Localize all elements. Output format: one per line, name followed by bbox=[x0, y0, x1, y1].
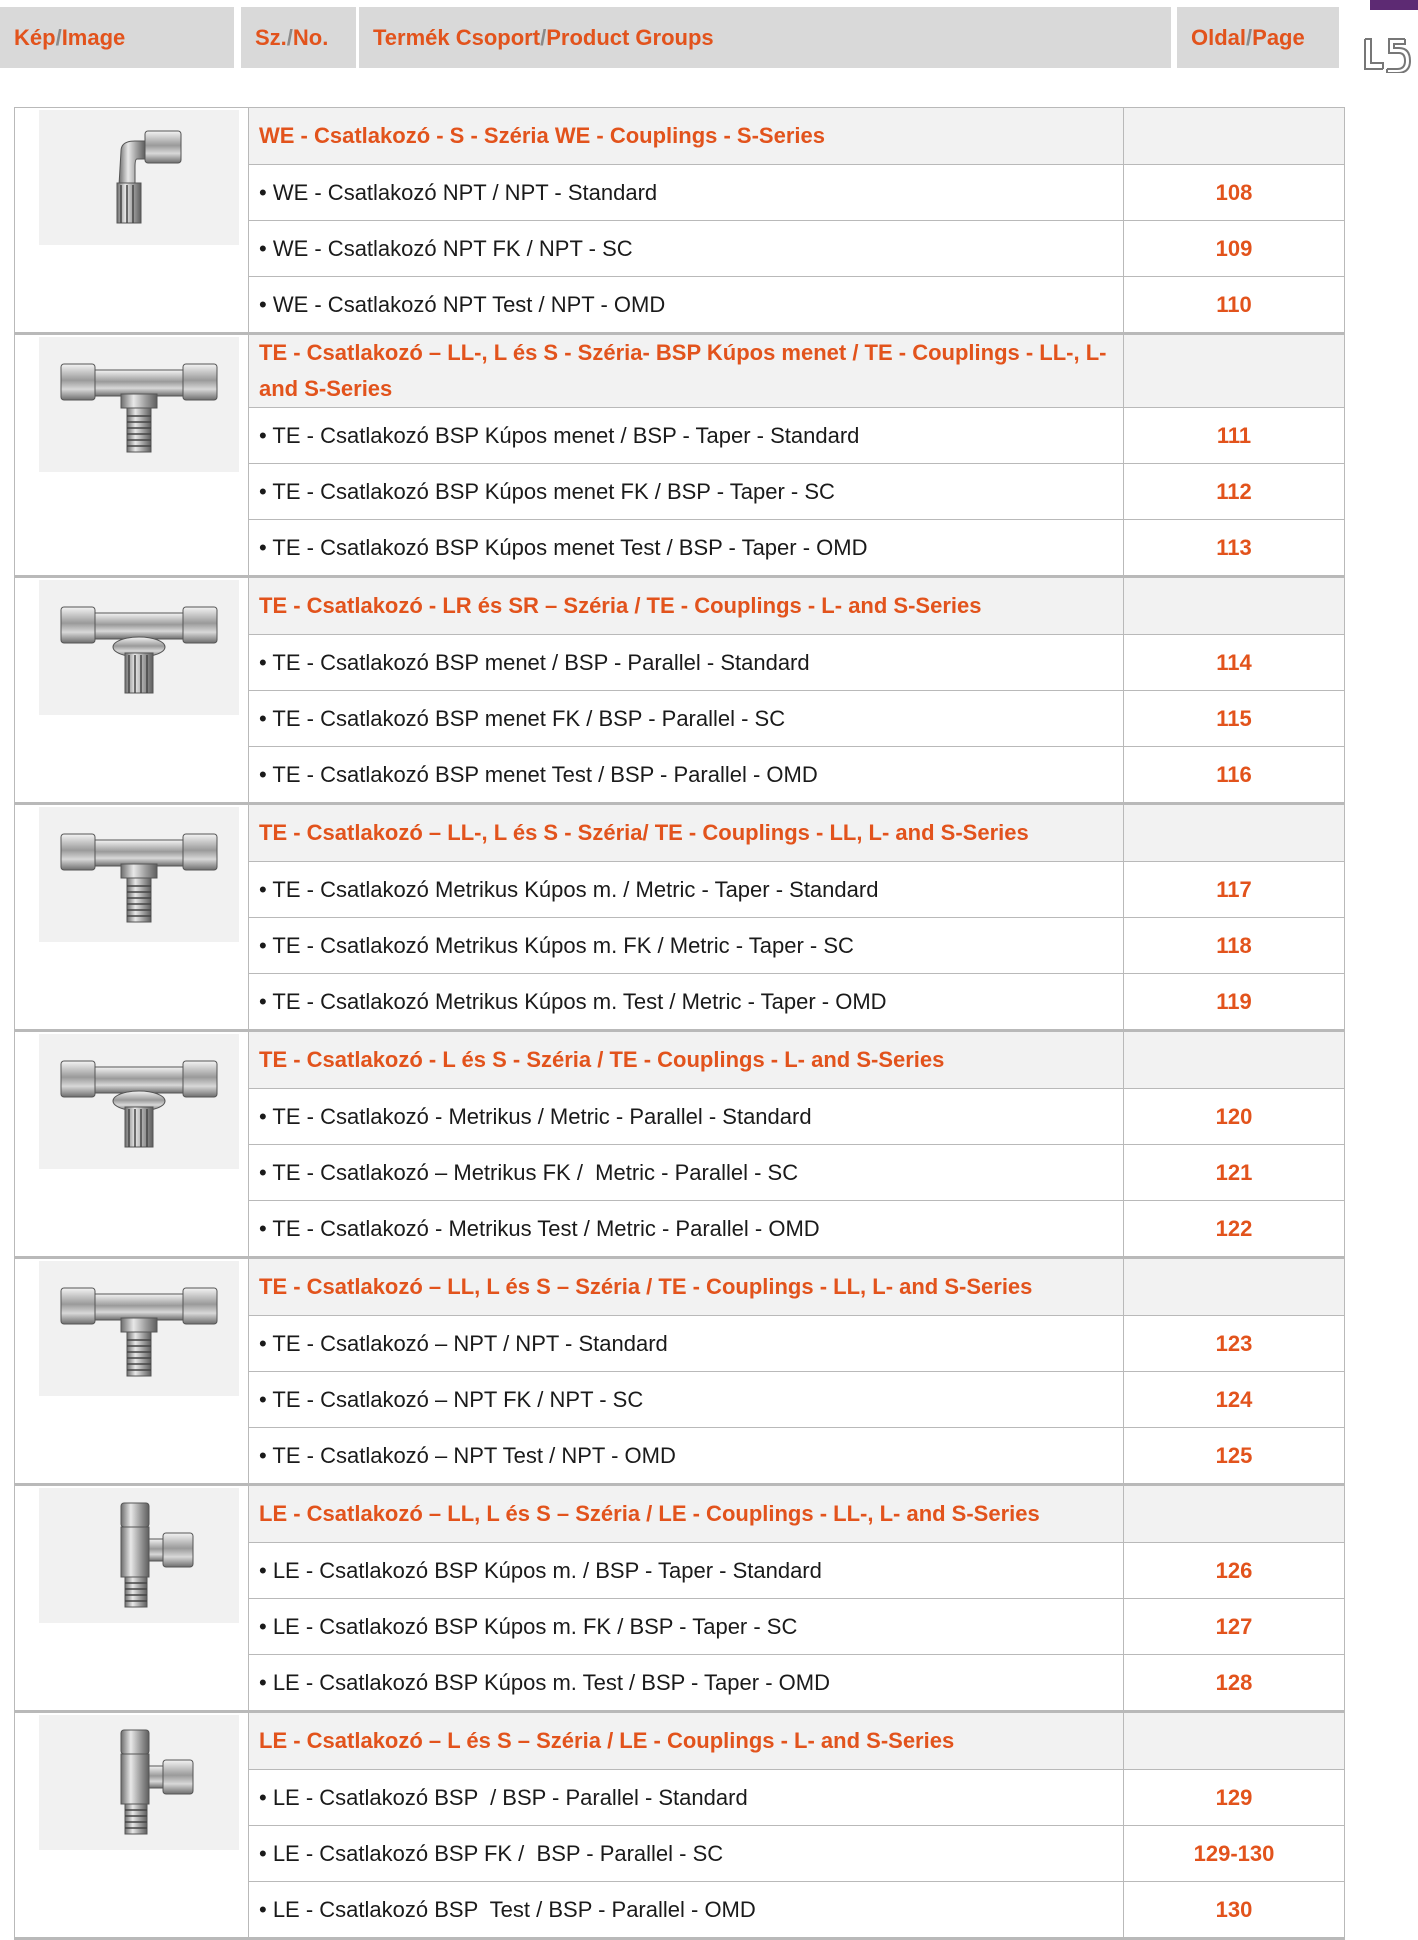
product-group bbox=[15, 575, 1344, 802]
item-label: • TE - Csatlakozó – NPT / NPT - Standard bbox=[249, 1316, 1124, 1371]
item-page-link[interactable]: 129 bbox=[1215, 1784, 1253, 1810]
tee-fitting-parallel-icon bbox=[39, 580, 239, 715]
table-row bbox=[249, 862, 1344, 918]
product-group bbox=[15, 1710, 1344, 1937]
item-label: • TE - Csatlakozó - Metrikus / Metric - Parallel - Standard bbox=[249, 1089, 1124, 1144]
item-page-link[interactable]: 109 bbox=[1215, 235, 1253, 261]
tee-fitting-parallel-icon bbox=[39, 1034, 239, 1169]
item-page-link[interactable]: 115 bbox=[1216, 705, 1252, 731]
product-group bbox=[15, 332, 1344, 575]
side-tee-fitting-parallel-icon bbox=[39, 1715, 239, 1850]
product-group bbox=[15, 1483, 1344, 1710]
item-page-link[interactable]: 121 bbox=[1215, 1159, 1253, 1185]
table-row bbox=[249, 918, 1344, 974]
header-no-sep: / bbox=[286, 24, 293, 50]
group-title: LE - Csatlakozó – LL, L és S – Széria / LE - Couplings - LL-, L- and S-Series bbox=[249, 1486, 1124, 1542]
item-label: • LE - Csatlakozó BSP Test / BSP - Parallel - OMD bbox=[249, 1882, 1124, 1937]
header-page-sep: / bbox=[1246, 24, 1253, 50]
item-label: • WE - Csatlakozó NPT FK / NPT - SC bbox=[249, 221, 1124, 276]
item-label: • LE - Csatlakozó BSP Kúpos m. / BSP - Taper - Standard bbox=[249, 1543, 1124, 1598]
group-title: TE - Csatlakozó – LL-, L és S - Széria- BSP Kúpos menet / TE - Couplings - LL-, L- and S-Series bbox=[249, 335, 1124, 407]
table-row bbox=[249, 165, 1344, 221]
product-image-cell bbox=[15, 1032, 249, 1256]
group-title-row bbox=[249, 805, 1344, 862]
item-label: • TE - Csatlakozó - Metrikus Test / Metric - Parallel - OMD bbox=[249, 1201, 1124, 1256]
item-page-link[interactable]: 119 bbox=[1216, 988, 1252, 1014]
item-page-link[interactable]: 130 bbox=[1215, 1896, 1253, 1922]
header-group-column bbox=[356, 7, 1171, 68]
item-label: • TE - Csatlakozó – NPT Test / NPT - OMD bbox=[249, 1428, 1124, 1483]
table-row bbox=[249, 1428, 1344, 1483]
header-number-column bbox=[241, 7, 356, 68]
item-label: • TE - Csatlakozó BSP menet / BSP - Parallel - Standard bbox=[249, 635, 1124, 690]
tee-fitting-taper-icon bbox=[39, 1261, 239, 1396]
group-title: LE - Csatlakozó – L és S – Széria / LE - Couplings - L- and S-Series bbox=[249, 1713, 1124, 1769]
group-title-row bbox=[249, 578, 1344, 635]
chapter-tab-bar bbox=[1370, 0, 1418, 10]
product-group bbox=[15, 802, 1344, 1029]
group-title: TE - Csatlakozó – LL, L és S – Széria / TE - Couplings - LL, L- and S-Series bbox=[249, 1259, 1124, 1315]
header-image-hu: Kép bbox=[14, 24, 56, 50]
table-row bbox=[249, 408, 1344, 464]
side-tee-fitting-taper-icon bbox=[39, 1488, 239, 1623]
item-label: • WE - Csatlakozó NPT / NPT - Standard bbox=[249, 165, 1124, 220]
item-page-link[interactable]: 117 bbox=[1216, 876, 1252, 902]
product-image-cell bbox=[15, 805, 249, 1029]
item-page-link[interactable]: 124 bbox=[1215, 1386, 1253, 1412]
item-label: • TE - Csatlakozó BSP menet Test / BSP - Parallel - OMD bbox=[249, 747, 1124, 802]
item-page-link[interactable]: 116 bbox=[1216, 761, 1252, 787]
group-title-row bbox=[249, 1486, 1344, 1543]
header-page-hu: Oldal bbox=[1191, 24, 1247, 50]
item-page-link[interactable]: 111 bbox=[1216, 422, 1252, 448]
table-row bbox=[249, 1372, 1344, 1428]
tee-fitting-taper-icon bbox=[39, 337, 239, 472]
header-group-sep: / bbox=[540, 24, 547, 50]
item-label: • TE - Csatlakozó BSP Kúpos menet Test / BSP - Taper - OMD bbox=[249, 520, 1124, 575]
group-title-page-cell bbox=[1124, 1713, 1344, 1769]
table-row bbox=[249, 1826, 1344, 1882]
item-page-link[interactable]: 113 bbox=[1216, 534, 1252, 560]
product-group bbox=[15, 1256, 1344, 1483]
header-group-hu: Termék Csoport bbox=[373, 24, 541, 50]
table-row bbox=[249, 1201, 1344, 1256]
item-page-link[interactable]: 114 bbox=[1216, 649, 1252, 675]
product-group bbox=[15, 107, 1344, 332]
group-title: TE - Csatlakozó – LL-, L és S - Széria/ TE - Couplings - LL, L- and S-Series bbox=[249, 805, 1124, 861]
group-title: TE - Csatlakozó - L és S - Széria / TE - Couplings - L- and S-Series bbox=[249, 1032, 1124, 1088]
item-page-link[interactable]: 126 bbox=[1215, 1557, 1253, 1583]
item-page-link[interactable]: 110 bbox=[1216, 291, 1252, 317]
table-row bbox=[249, 1770, 1344, 1826]
item-label: • WE - Csatlakozó NPT Test / NPT - OMD bbox=[249, 277, 1124, 332]
product-image-cell bbox=[15, 108, 249, 332]
product-image-cell bbox=[15, 1713, 249, 1937]
group-title: WE - Csatlakozó - S - Széria WE - Couplings - S-Series bbox=[249, 108, 1124, 164]
item-page-link[interactable]: 120 bbox=[1215, 1103, 1253, 1129]
group-title-page-cell bbox=[1124, 108, 1344, 164]
table-row bbox=[249, 1543, 1344, 1599]
item-page-link[interactable]: 127 bbox=[1215, 1613, 1253, 1639]
table-row bbox=[249, 747, 1344, 802]
product-image-cell bbox=[15, 335, 249, 575]
group-title-row bbox=[249, 1032, 1344, 1089]
header-page-en: Page bbox=[1252, 24, 1305, 50]
header-page-column bbox=[1177, 7, 1339, 68]
item-label: • TE - Csatlakozó – Metrikus FK / Metric - Parallel - SC bbox=[249, 1145, 1124, 1200]
table-row bbox=[249, 1655, 1344, 1710]
table-row bbox=[249, 974, 1344, 1029]
item-page-link[interactable]: 112 bbox=[1216, 478, 1252, 504]
elbow-fitting-icon bbox=[39, 110, 239, 245]
table-row bbox=[249, 691, 1344, 747]
item-label: • LE - Csatlakozó BSP Kúpos m. FK / BSP - Taper - SC bbox=[249, 1599, 1124, 1654]
group-title-page-cell bbox=[1124, 578, 1344, 634]
item-page-link[interactable]: 118 bbox=[1216, 932, 1252, 958]
group-title-page-cell bbox=[1124, 1486, 1344, 1542]
table-row bbox=[249, 1316, 1344, 1372]
header-no-en: No. bbox=[292, 24, 329, 50]
group-title-row bbox=[249, 335, 1344, 408]
group-title-page-cell bbox=[1124, 335, 1344, 407]
item-page-link[interactable]: 128 bbox=[1215, 1669, 1253, 1695]
table-row bbox=[249, 221, 1344, 277]
tee-fitting-taper-icon bbox=[39, 807, 239, 942]
group-title: TE - Csatlakozó - LR és SR – Széria / TE - Couplings - L- and S-Series bbox=[249, 578, 1124, 634]
item-page-link[interactable]: 125 bbox=[1215, 1442, 1253, 1468]
item-label: • TE - Csatlakozó Metrikus Kúpos m. Test / Metric - Taper - OMD bbox=[249, 974, 1124, 1029]
table-row bbox=[249, 1145, 1344, 1201]
item-page-link[interactable]: 129-130 bbox=[1193, 1840, 1275, 1866]
table-row bbox=[249, 1089, 1344, 1145]
table-row bbox=[249, 277, 1344, 332]
table-row bbox=[249, 1599, 1344, 1655]
header-image-en: Image bbox=[61, 24, 126, 50]
item-label: • LE - Csatlakozó BSP Kúpos m. Test / BSP - Taper - OMD bbox=[249, 1655, 1124, 1710]
header-group-en: Product Groups bbox=[546, 24, 714, 50]
item-label: • TE - Csatlakozó BSP menet FK / BSP - Parallel - SC bbox=[249, 691, 1124, 746]
product-group bbox=[15, 1029, 1344, 1256]
chapter-number-5 bbox=[1361, 35, 1411, 73]
header-image-sep: / bbox=[55, 24, 62, 50]
product-image-cell bbox=[15, 1259, 249, 1483]
header-image-column bbox=[0, 7, 234, 68]
table-row bbox=[249, 520, 1344, 575]
item-page-link[interactable]: 123 bbox=[1215, 1330, 1253, 1356]
item-label: • LE - Csatlakozó BSP / BSP - Parallel - Standard bbox=[249, 1770, 1124, 1825]
product-image-cell bbox=[15, 1486, 249, 1710]
item-label: • TE - Csatlakozó BSP Kúpos menet FK / BSP - Taper - SC bbox=[249, 464, 1124, 519]
item-label: • LE - Csatlakozó BSP FK / BSP - Parallel - SC bbox=[249, 1826, 1124, 1881]
group-title-page-cell bbox=[1124, 1259, 1344, 1315]
product-groups-table bbox=[14, 107, 1345, 1940]
group-title-row bbox=[249, 108, 1344, 165]
header-no-hu: Sz. bbox=[255, 24, 287, 50]
product-image-cell bbox=[15, 578, 249, 802]
group-title-row bbox=[249, 1713, 1344, 1770]
table-row bbox=[249, 635, 1344, 691]
item-page-link[interactable]: 108 bbox=[1215, 179, 1253, 205]
item-page-link[interactable]: 122 bbox=[1215, 1215, 1253, 1241]
item-label: • TE - Csatlakozó BSP Kúpos menet / BSP - Taper - Standard bbox=[249, 408, 1124, 463]
group-title-row bbox=[249, 1259, 1344, 1316]
table-row bbox=[249, 464, 1344, 520]
table-row bbox=[249, 1882, 1344, 1937]
item-label: • TE - Csatlakozó – NPT FK / NPT - SC bbox=[249, 1372, 1124, 1427]
group-title-page-cell bbox=[1124, 805, 1344, 861]
item-label: • TE - Csatlakozó Metrikus Kúpos m. FK / Metric - Taper - SC bbox=[249, 918, 1124, 973]
group-title-page-cell bbox=[1124, 1032, 1344, 1088]
item-label: • TE - Csatlakozó Metrikus Kúpos m. / Metric - Taper - Standard bbox=[249, 862, 1124, 917]
